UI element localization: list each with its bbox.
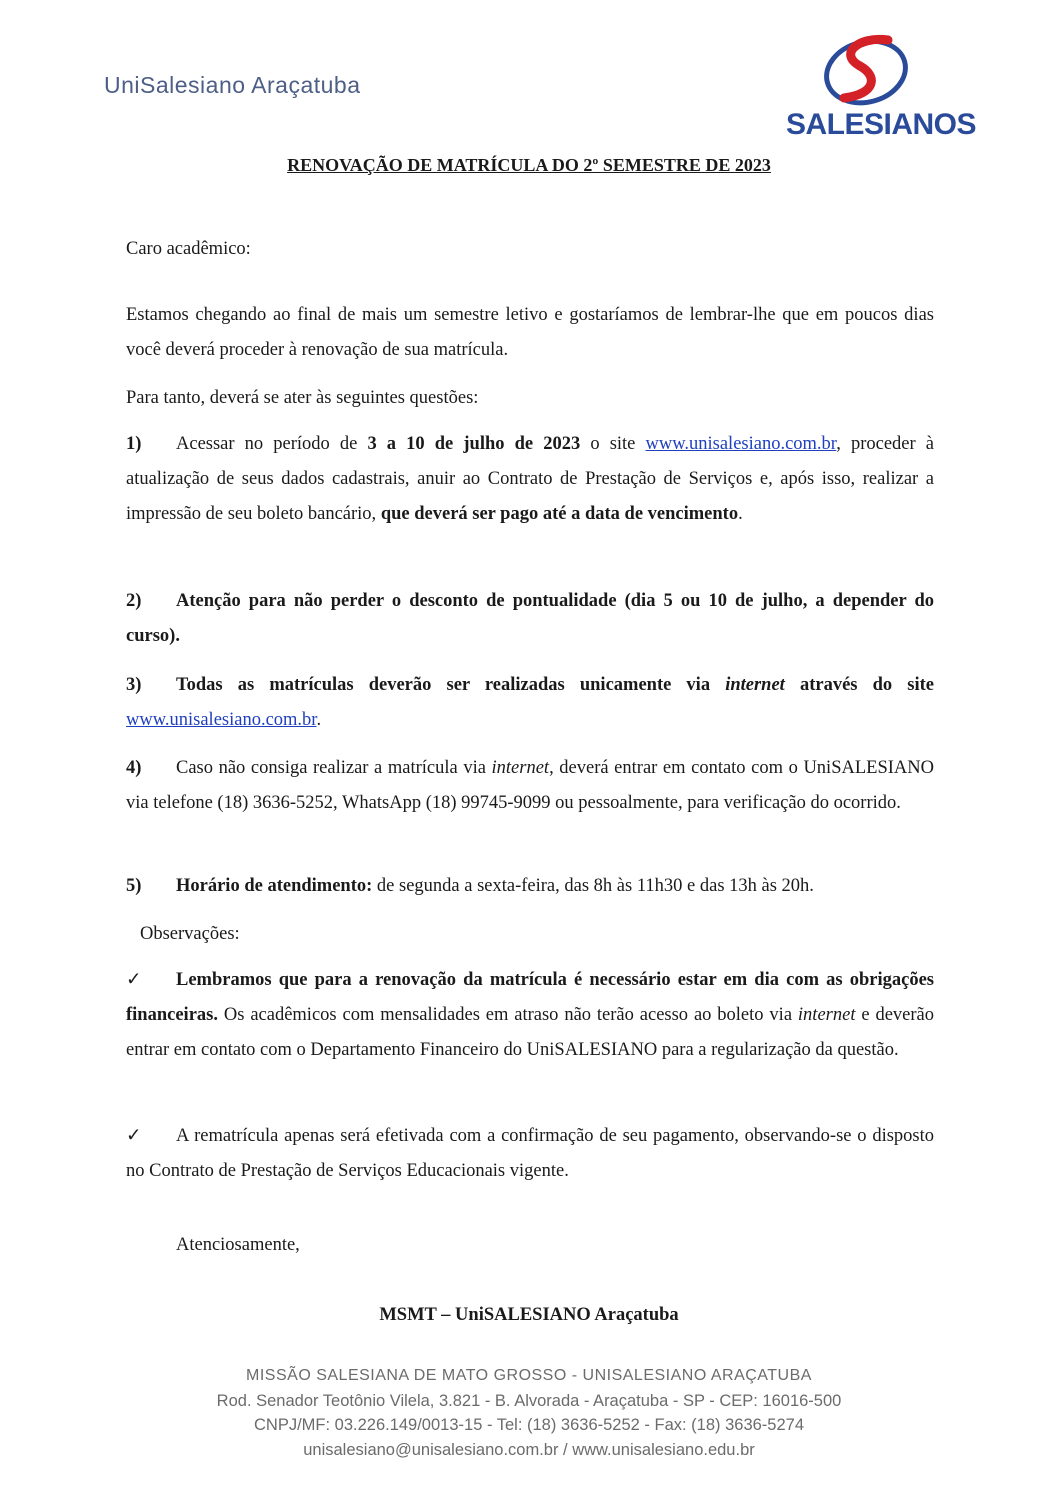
item-4: 4) Caso não consiga realizar a matrícula via internet, deverá entrar em contato com o UniSALESIANO via telefone (18) 3636-5252, WhatsApp (18) 99745-9099 ou pessoalmente, para verificação do ocorrido.: [126, 751, 934, 821]
website-link[interactable]: www.unisalesiano.com.br: [126, 710, 317, 730]
observation-1: ✓ Lembramos que para a renovação da matrícula é necessário estar em dia com as obrigações financeiras. Os acadêmicos com mensalidades em atraso não terão acesso ao boleto via internet e deverão entrar em contato com o Departamento Financeiro do UniSALESIANO para a regularização da questão.: [126, 963, 934, 1068]
footer-web: unisalesiano@unisalesiano.com.br / www.unisalesiano.edu.br: [303, 1441, 755, 1459]
greeting: Caro acadêmico:: [126, 239, 251, 259]
intro-paragraph: Estamos chegando ao final de mais um semestre letivo e gostaríamos de lembrar-lhe que em poucos dias você deverá proceder à renovação de sua matrícula.: [126, 305, 934, 360]
item-number: 2): [126, 591, 142, 611]
item-number: 4): [126, 758, 142, 778]
observations-label: Observações:: [140, 924, 240, 944]
item-2: 2) Atenção para não perder o desconto de pontualidade (dia 5 ou 10 de julho, a depender do curso).: [126, 584, 934, 654]
page-title: RENOVAÇÃO DE MATRÍCULA DO 2º SEMESTRE DE 2023: [287, 155, 771, 175]
item-3: 3) Todas as matrículas deverão ser realizadas unicamente via internet através do site www.unisalesiano.com.br.: [126, 668, 934, 738]
footer-contact: CNPJ/MF: 03.226.149/0013-15 - Tel: (18) 3636-5252 - Fax: (18) 3636-5274: [253, 1416, 804, 1434]
institution-name: UniSalesiano Araçatuba: [104, 72, 361, 98]
item-number: 5): [126, 876, 142, 896]
closing: Atenciosamente,: [176, 1235, 300, 1255]
check-icon: ✓: [126, 970, 142, 990]
check-icon: ✓: [126, 1126, 142, 1146]
footer-institution: MISSÃO SALESIANA DE MATO GROSSO - UNISALESIANO ARAÇATUBA: [246, 1367, 812, 1384]
item-number: 1): [126, 434, 142, 454]
signature: MSMT – UniSALESIANO Araçatuba: [379, 1305, 679, 1325]
logo-text: SALESIANOS: [786, 108, 977, 141]
website-link[interactable]: www.unisalesiano.com.br: [645, 434, 837, 454]
item-number: 3): [126, 675, 142, 695]
item-1: 1) Acessar no período de 3 a 10 de julho de 2023 o site www.unisalesiano.com.br, proceder à atualização de seus dados cadastrais, anuir ao Contrato de Prestação de Serviços e, após isso, realizar a impressão de seu boleto bancário, que deverá ser pago até a data de vencimento.: [126, 427, 934, 532]
footer-address: Rod. Senador Teotônio Vilela, 3.821 - B. Alvorada - Araçatuba - SP - CEP: 16016-500: [216, 1392, 842, 1410]
item-5: 5) Horário de atendimento: de segunda a sexta-feira, das 8h às 11h30 e das 13h às 20h.: [126, 869, 934, 904]
lead-paragraph: Para tanto, deverá se ater às seguintes questões:: [126, 388, 479, 408]
observation-2: ✓ A rematrícula apenas será efetivada com a confirmação de seu pagamento, observando-se o disposto no Contrato de Prestação de Serviços Educacionais vigente.: [126, 1119, 934, 1189]
